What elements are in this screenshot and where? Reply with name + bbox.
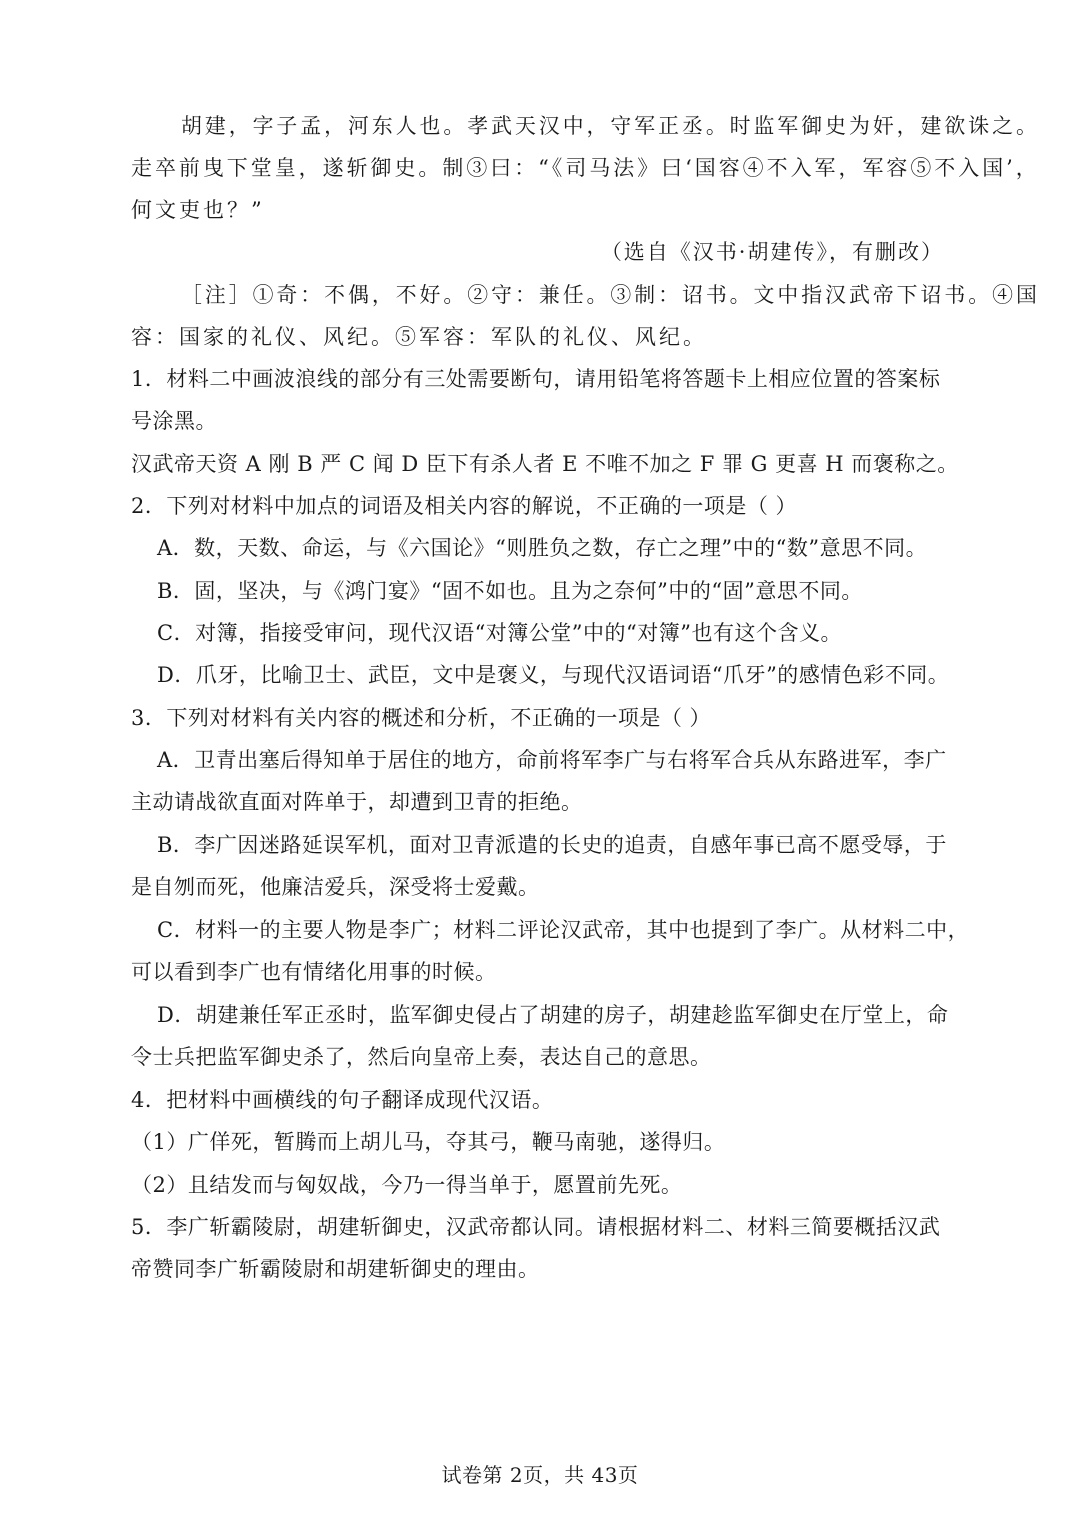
passage-source: （选自《汉书·胡建传》，有删改） (600, 240, 944, 264)
question-3-option-a-cont: 主动请战欲直面对阵单于，却遭到卫青的拒绝。 (131, 790, 583, 814)
question-2-option-a: A．数，天数、命运，与《六国论》“则胜负之数，存亡之理”中的“数”意思不同。 (157, 536, 928, 560)
question-4-item-2: （2）且结发而与匈奴战，今乃一得当单于，愿置前先死。 (131, 1173, 683, 1197)
question-2-option-d: D．爪牙，比喻卫士、武臣，文中是褒义，与现代汉语词语“爪牙”的感情色彩不同。 (157, 663, 950, 687)
question-5-stem: 5．李广斩霸陵尉，胡建斩御史，汉武帝都认同。请根据材料二、材料三简要概括汉武 (131, 1215, 941, 1239)
passage-line-1: 胡建，字子孟，河东人也。孝武天汉中，守军正丞。时监军御史为奸，建欲诛之。 (181, 114, 1040, 138)
question-5-stem-cont: 帝赞同李广斩霸陵尉和胡建斩御史的理由。 (131, 1257, 540, 1281)
question-1-stem: 1．材料二中画波浪线的部分有三处需要断句，请用铅笔将答题卡上相应位置的答案标 (131, 367, 941, 391)
question-3-option-c: C．材料一的主要人物是李广；材料二评论汉武帝，其中也提到了李广。从材料二中， (157, 918, 970, 942)
question-4-stem: 4．把材料中画横线的句子翻译成现代汉语。 (131, 1088, 554, 1112)
page-footer: 试卷第 2页，共 43页 (441, 1463, 639, 1487)
question-3-stem: 3．下列对材料有关内容的概述和分析，不正确的一项是（ ） (131, 706, 712, 730)
question-2-option-b: B．固，坚决，与《鸿门宴》“固不如也。且为之奈何”中的“固”意思不同。 (157, 579, 863, 603)
question-1-stem-cont: 号涂黑。 (131, 409, 217, 433)
question-3-option-a: A．卫青出塞后得知单于居住的地方，命前将军李广与右将军合兵从东路进军，李广 (157, 748, 947, 772)
question-1-sentence: 汉武帝天资 A 刚 B 严 C 闻 D 臣下有杀人者 E 不唯不加之 F 罪 G 更喜 H 而褒称之。 (131, 452, 959, 476)
question-2-stem: 2．下列对材料中加点的词语及相关内容的解说，不正确的一项是（ ） (131, 494, 798, 518)
question-3-option-b-cont: 是自刎而死，他廉洁爱兵，深受将士爱戴。 (131, 875, 540, 899)
question-4-item-1: （1）广佯死，暂腾而上胡儿马，夺其弓，鞭马南驰，遂得归。 (131, 1130, 726, 1154)
passage-line-2: 走卒前曳下堂皇，遂斩御史。制③曰：“《司马法》曰‘国容④不入军，军容⑤不入国’， (131, 156, 1040, 180)
passage-note-1: ［注］①奇：不偶，不好。②守：兼任。③制：诏书。文中指汉武帝下诏书。④国 (181, 283, 1040, 307)
question-3-option-b: B．李广因迷路延误军机，面对卫青派遣的长史的追责，自感年事已高不愿受辱，于 (157, 833, 947, 857)
question-3-option-d: D．胡建兼任军正丞时，监军御史侵占了胡建的房子，胡建趁监军御史在厅堂上，命 (157, 1003, 949, 1027)
question-2-option-c: C．对簿，指接受审问，现代汉语“对簿公堂”中的“对簿”也有这个含义。 (157, 621, 843, 645)
question-3-option-c-cont: 可以看到李广也有情绪化用事的时候。 (131, 960, 497, 984)
passage-note-2: 容：国家的礼仪、风纪。⑤军容：军队的礼仪、风纪。 (131, 325, 707, 349)
passage-line-3: 何文吏也？” (131, 198, 265, 222)
question-3-option-d-cont: 令士兵把监军御史杀了，然后向皇帝上奏，表达自己的意思。 (131, 1045, 712, 1069)
